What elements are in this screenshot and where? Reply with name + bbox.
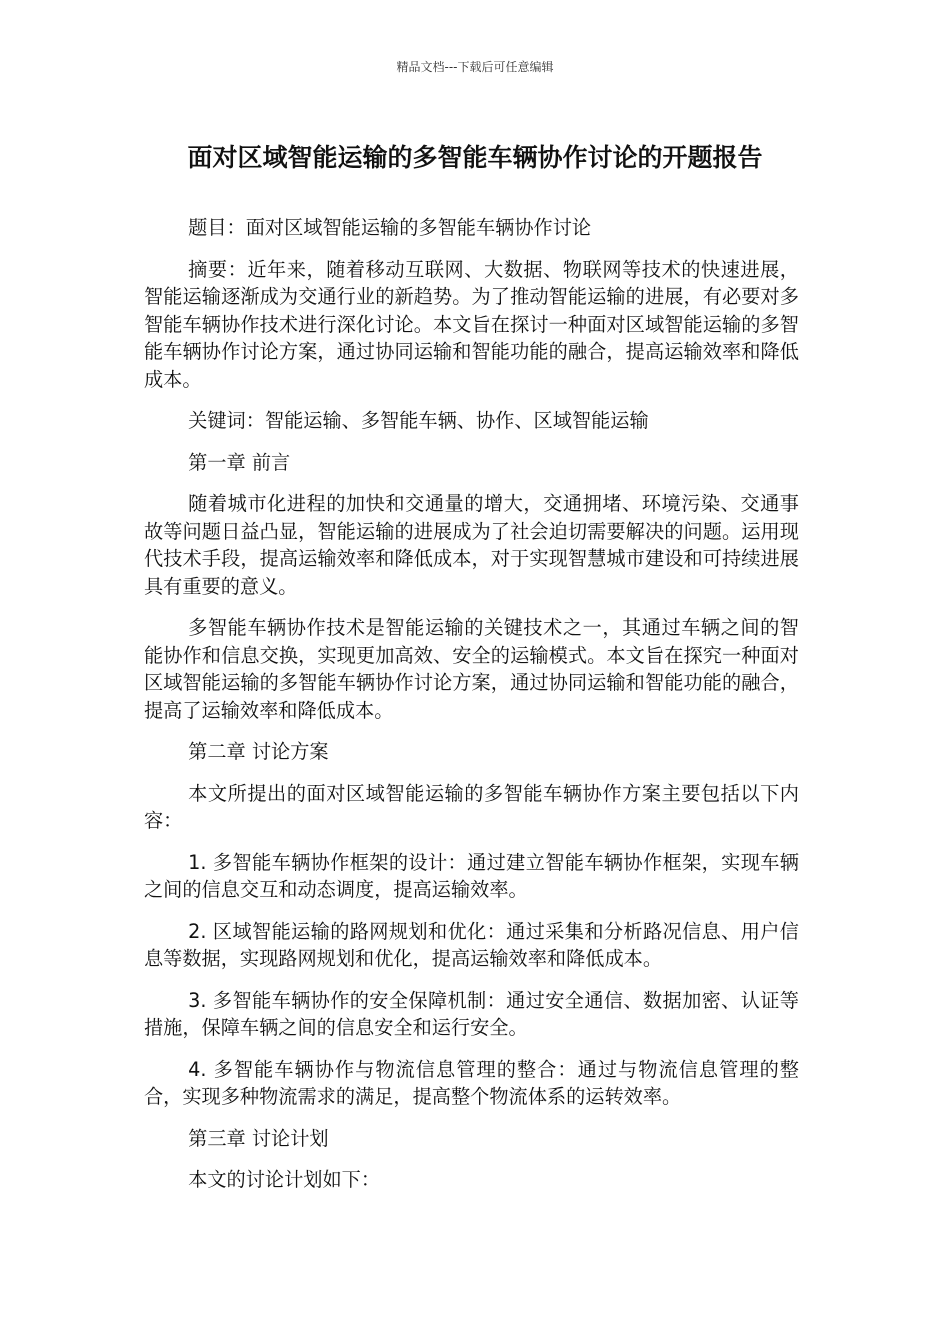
body-paragraph: 本文的讨论计划如下： [188, 1168, 381, 1191]
chapter-2-heading: 第二章 讨论方案 [188, 740, 329, 763]
body-paragraph: 本文所提出的面对区域智能运输的多智能车辆协作方案主要包括以下内容： [144, 781, 799, 832]
body-paragraph: 随着城市化进程的加快和交通量的增大，交通拥堵、环境污染、交通事故等问题日益凸显，智能运输的进展成为了社会迫切需要解决的问题。运用现代技术手段，提高运输效率和降低成本，对于实现智慧城市建设和可持续进展具有重要的意义。 [144, 492, 799, 598]
topic-line: 题目：面对区域智能运输的多智能车辆协作讨论 [188, 216, 592, 239]
document-body [144, 214, 799, 1208]
document-title: 面对区域智能运输的多智能车辆协作讨论的开题报告 [187, 143, 763, 172]
list-item: 1. 多智能车辆协作框架的设计：通过建立智能车辆协作框架，实现车辆之间的信息交互和动态调度，提高运输效率。 [144, 850, 799, 901]
keywords-line: 关键词：智能运输、多智能车辆、协作、区域智能运输 [188, 409, 649, 432]
header-note: 精品文档---下载后可任意编辑 [396, 60, 554, 74]
chapter-3-heading: 第三章 讨论计划 [188, 1126, 329, 1150]
body-paragraph: 多智能车辆协作技术是智能运输的关键技术之一，其通过车辆之间的智能协作和信息交换，实现更加高效、安全的运输模式。本文旨在探究一种面对区域智能运输的多智能车辆协作讨论方案，通过协同运输和智能功能的融合，提高了运输效率和降低成本。 [144, 616, 799, 722]
chapter-1-heading: 第一章 前言 [188, 450, 291, 474]
list-item: 4. 多智能车辆协作与物流信息管理的整合：通过与物流信息管理的整合，实现多种物流需求的满足，提高整个物流体系的运转效率。 [144, 1057, 799, 1108]
list-item: 3. 多智能车辆协作的安全保障机制：通过安全通信、数据加密、认证等措施，保障车辆之间的信息安全和运行安全。 [144, 988, 799, 1039]
list-item: 2. 区域智能运输的路网规划和优化：通过采集和分析路况信息、用户信息等数据，实现路网规划和优化，提高运输效率和降低成本。 [144, 919, 799, 970]
abstract-paragraph: 摘要：近年来，随着移动互联网、大数据、物联网等技术的快速进展，智能运输逐渐成为交通行业的新趋势。为了推动智能运输的进展，有必要对多智能车辆协作技术进行深化讨论。本文旨在探讨一种面对区域智能运输的多智能车辆协作讨论方案，通过协同运输和智能功能的融合，提高运输效率和降低成本。 [144, 257, 799, 391]
